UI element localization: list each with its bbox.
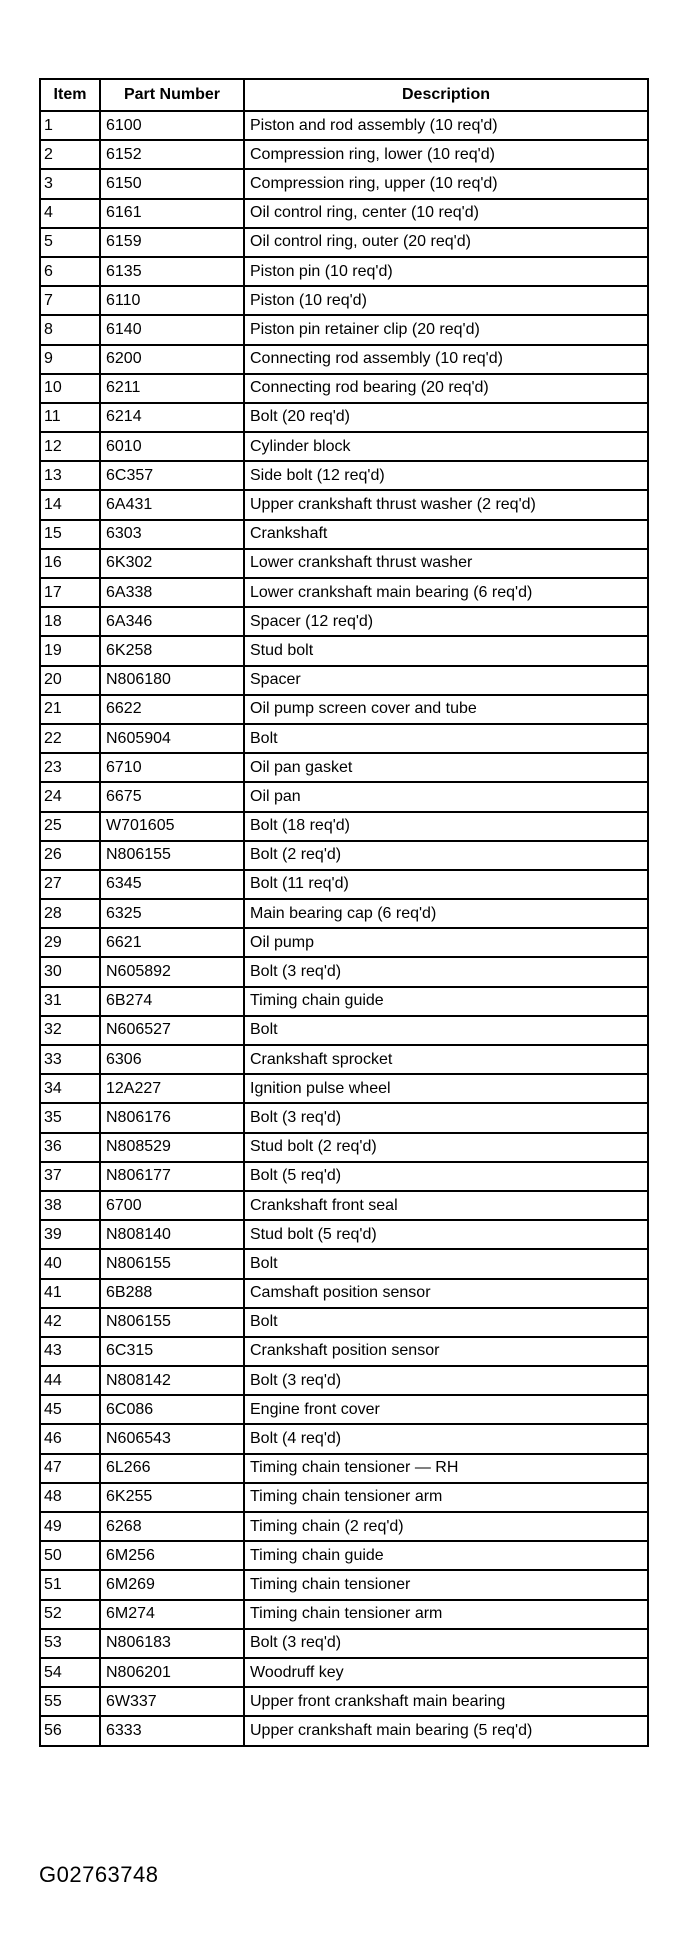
item-number-cell: 10 — [40, 374, 100, 403]
part-number-cell: 6M269 — [100, 1570, 244, 1599]
column-header-item: Item — [40, 79, 100, 111]
part-number-cell: N806176 — [100, 1103, 244, 1132]
description-cell: Piston and rod assembly (10 req'd) — [244, 111, 648, 140]
table-row — [40, 1570, 648, 1599]
table-row — [40, 403, 648, 432]
item-number-cell: 43 — [40, 1337, 100, 1366]
description-cell: Timing chain tensioner arm — [244, 1600, 648, 1629]
part-number-cell: 6710 — [100, 753, 244, 782]
description-cell: Ignition pulse wheel — [244, 1074, 648, 1103]
table-row — [40, 578, 648, 607]
description-cell: Crankshaft sprocket — [244, 1045, 648, 1074]
description-cell: Spacer (12 req'd) — [244, 607, 648, 636]
item-number-cell: 42 — [40, 1308, 100, 1337]
part-number-cell: 6C357 — [100, 461, 244, 490]
part-number-cell: 6010 — [100, 432, 244, 461]
part-number-cell: 6A431 — [100, 490, 244, 519]
part-number-cell: 6C086 — [100, 1395, 244, 1424]
table-header-row — [40, 79, 648, 111]
table-row — [40, 987, 648, 1016]
description-cell: Connecting rod bearing (20 req'd) — [244, 374, 648, 403]
item-number-cell: 55 — [40, 1687, 100, 1716]
part-number-cell: 6K255 — [100, 1483, 244, 1512]
description-cell: Oil control ring, outer (20 req'd) — [244, 228, 648, 257]
table-row — [40, 695, 648, 724]
description-cell: Timing chain tensioner — RH — [244, 1454, 648, 1483]
part-number-cell: 6C315 — [100, 1337, 244, 1366]
part-number-cell: 6268 — [100, 1512, 244, 1541]
item-number-cell: 27 — [40, 870, 100, 899]
table-row — [40, 957, 648, 986]
item-number-cell: 26 — [40, 841, 100, 870]
table-row — [40, 870, 648, 899]
table-row — [40, 1454, 648, 1483]
table-row — [40, 286, 648, 315]
part-number-cell: 6161 — [100, 199, 244, 228]
part-number-cell: N806201 — [100, 1658, 244, 1687]
table-row — [40, 345, 648, 374]
part-number-cell: N606527 — [100, 1016, 244, 1045]
description-cell: Timing chain guide — [244, 987, 648, 1016]
description-cell: Spacer — [244, 666, 648, 695]
item-number-cell: 17 — [40, 578, 100, 607]
part-number-cell: 6110 — [100, 286, 244, 315]
description-cell: Lower crankshaft main bearing (6 req'd) — [244, 578, 648, 607]
description-cell: Bolt (3 req'd) — [244, 1103, 648, 1132]
description-cell: Upper crankshaft thrust washer (2 req'd) — [244, 490, 648, 519]
item-number-cell: 54 — [40, 1658, 100, 1687]
part-number-cell: 6306 — [100, 1045, 244, 1074]
item-number-cell: 18 — [40, 607, 100, 636]
description-cell: Bolt (20 req'd) — [244, 403, 648, 432]
table-row — [40, 1541, 648, 1570]
part-number-cell: 6A338 — [100, 578, 244, 607]
table-row — [40, 520, 648, 549]
table-row — [40, 1600, 648, 1629]
table-row — [40, 461, 648, 490]
part-number-cell: 6333 — [100, 1716, 244, 1745]
table-row — [40, 724, 648, 753]
item-number-cell: 22 — [40, 724, 100, 753]
item-number-cell: 24 — [40, 782, 100, 811]
item-number-cell: 23 — [40, 753, 100, 782]
description-cell: Bolt (3 req'd) — [244, 1629, 648, 1658]
table-row — [40, 607, 648, 636]
part-number-cell: N806155 — [100, 1308, 244, 1337]
column-header-description: Description — [244, 79, 648, 111]
description-cell: Oil pump screen cover and tube — [244, 695, 648, 724]
description-cell: Bolt (18 req'd) — [244, 812, 648, 841]
item-number-cell: 2 — [40, 140, 100, 169]
item-number-cell: 30 — [40, 957, 100, 986]
table-row — [40, 899, 648, 928]
table-row — [40, 169, 648, 198]
item-number-cell: 16 — [40, 549, 100, 578]
item-number-cell: 19 — [40, 636, 100, 665]
item-number-cell: 29 — [40, 928, 100, 957]
item-number-cell: 13 — [40, 461, 100, 490]
part-number-cell: N806177 — [100, 1162, 244, 1191]
table-row — [40, 1512, 648, 1541]
table-row — [40, 1133, 648, 1162]
description-cell: Stud bolt (2 req'd) — [244, 1133, 648, 1162]
item-number-cell: 9 — [40, 345, 100, 374]
table-row — [40, 1279, 648, 1308]
part-number-cell: 6M256 — [100, 1541, 244, 1570]
part-number-cell: 6200 — [100, 345, 244, 374]
table-row — [40, 199, 648, 228]
part-number-cell: N806155 — [100, 841, 244, 870]
item-number-cell: 33 — [40, 1045, 100, 1074]
description-cell: Connecting rod assembly (10 req'd) — [244, 345, 648, 374]
item-number-cell: 15 — [40, 520, 100, 549]
part-number-cell: 6214 — [100, 403, 244, 432]
description-cell: Compression ring, lower (10 req'd) — [244, 140, 648, 169]
description-cell: Bolt (2 req'd) — [244, 841, 648, 870]
table-row — [40, 228, 648, 257]
part-number-cell: 6140 — [100, 315, 244, 344]
table-row — [40, 1045, 648, 1074]
item-number-cell: 37 — [40, 1162, 100, 1191]
description-cell: Main bearing cap (6 req'd) — [244, 899, 648, 928]
description-cell: Bolt — [244, 1308, 648, 1337]
item-number-cell: 49 — [40, 1512, 100, 1541]
item-number-cell: 51 — [40, 1570, 100, 1599]
table-row — [40, 432, 648, 461]
table-row — [40, 1074, 648, 1103]
description-cell: Oil pan gasket — [244, 753, 648, 782]
item-number-cell: 1 — [40, 111, 100, 140]
item-number-cell: 50 — [40, 1541, 100, 1570]
table-row — [40, 1220, 648, 1249]
part-number-cell: 6622 — [100, 695, 244, 724]
description-cell: Piston (10 req'd) — [244, 286, 648, 315]
table-row — [40, 315, 648, 344]
table-row — [40, 1366, 648, 1395]
description-cell: Upper front crankshaft main bearing — [244, 1687, 648, 1716]
description-cell: Bolt (11 req'd) — [244, 870, 648, 899]
table-row — [40, 928, 648, 957]
parts-table — [39, 78, 649, 1747]
table-row — [40, 1016, 648, 1045]
table-row — [40, 490, 648, 519]
item-number-cell: 4 — [40, 199, 100, 228]
description-cell: Bolt (5 req'd) — [244, 1162, 648, 1191]
item-number-cell: 56 — [40, 1716, 100, 1745]
description-cell: Stud bolt — [244, 636, 648, 665]
description-cell: Upper crankshaft main bearing (5 req'd) — [244, 1716, 648, 1745]
part-number-cell: 6W337 — [100, 1687, 244, 1716]
part-number-cell: N808140 — [100, 1220, 244, 1249]
description-cell: Timing chain (2 req'd) — [244, 1512, 648, 1541]
table-row — [40, 1103, 648, 1132]
part-number-cell: 6152 — [100, 140, 244, 169]
description-cell: Timing chain tensioner — [244, 1570, 648, 1599]
item-number-cell: 7 — [40, 286, 100, 315]
description-cell: Oil control ring, center (10 req'd) — [244, 199, 648, 228]
item-number-cell: 11 — [40, 403, 100, 432]
item-number-cell: 5 — [40, 228, 100, 257]
item-number-cell: 38 — [40, 1191, 100, 1220]
part-number-cell: N806183 — [100, 1629, 244, 1658]
part-number-cell: 6345 — [100, 870, 244, 899]
table-row — [40, 140, 648, 169]
part-number-cell: N808142 — [100, 1366, 244, 1395]
part-number-cell: 6325 — [100, 899, 244, 928]
table-row — [40, 1483, 648, 1512]
figure-id: G02763748 — [39, 1862, 159, 1887]
part-number-cell: N808529 — [100, 1133, 244, 1162]
table-row — [40, 1687, 648, 1716]
item-number-cell: 52 — [40, 1600, 100, 1629]
table-row — [40, 636, 648, 665]
item-number-cell: 28 — [40, 899, 100, 928]
description-cell: Piston pin (10 req'd) — [244, 257, 648, 286]
table-row — [40, 1191, 648, 1220]
table-row — [40, 1395, 648, 1424]
part-number-cell: 6303 — [100, 520, 244, 549]
table-row — [40, 1162, 648, 1191]
description-cell: Crankshaft front seal — [244, 1191, 648, 1220]
description-cell: Compression ring, upper (10 req'd) — [244, 169, 648, 198]
table-row — [40, 374, 648, 403]
part-number-cell: 6K302 — [100, 549, 244, 578]
description-cell: Bolt (4 req'd) — [244, 1424, 648, 1453]
table-row — [40, 1629, 648, 1658]
item-number-cell: 45 — [40, 1395, 100, 1424]
description-cell: Crankshaft — [244, 520, 648, 549]
item-number-cell: 8 — [40, 315, 100, 344]
part-number-cell: 6B288 — [100, 1279, 244, 1308]
description-cell: Oil pan — [244, 782, 648, 811]
item-number-cell: 21 — [40, 695, 100, 724]
table-row — [40, 666, 648, 695]
part-number-cell: 6159 — [100, 228, 244, 257]
description-cell: Bolt (3 req'd) — [244, 957, 648, 986]
description-cell: Timing chain tensioner arm — [244, 1483, 648, 1512]
part-number-cell: W701605 — [100, 812, 244, 841]
item-number-cell: 31 — [40, 987, 100, 1016]
part-number-cell: 6211 — [100, 374, 244, 403]
table-row — [40, 1308, 648, 1337]
parts-table-body — [40, 111, 648, 1746]
part-number-cell: 6K258 — [100, 636, 244, 665]
part-number-cell: 6100 — [100, 111, 244, 140]
part-number-cell: N605892 — [100, 957, 244, 986]
part-number-cell: 6675 — [100, 782, 244, 811]
item-number-cell: 46 — [40, 1424, 100, 1453]
description-cell: Oil pump — [244, 928, 648, 957]
part-number-cell: N606543 — [100, 1424, 244, 1453]
table-row — [40, 1424, 648, 1453]
part-number-cell: 6B274 — [100, 987, 244, 1016]
item-number-cell: 3 — [40, 169, 100, 198]
table-row — [40, 841, 648, 870]
item-number-cell: 36 — [40, 1133, 100, 1162]
description-cell: Woodruff key — [244, 1658, 648, 1687]
table-row — [40, 782, 648, 811]
item-number-cell: 41 — [40, 1279, 100, 1308]
description-cell: Lower crankshaft thrust washer — [244, 549, 648, 578]
item-number-cell: 32 — [40, 1016, 100, 1045]
part-number-cell: 6M274 — [100, 1600, 244, 1629]
table-row — [40, 1716, 648, 1745]
table-row — [40, 549, 648, 578]
table-row — [40, 1249, 648, 1278]
table-row — [40, 257, 648, 286]
part-number-cell: 6135 — [100, 257, 244, 286]
part-number-cell: 6L266 — [100, 1454, 244, 1483]
table-row — [40, 753, 648, 782]
description-cell: Bolt (3 req'd) — [244, 1366, 648, 1395]
table-row — [40, 1658, 648, 1687]
item-number-cell: 25 — [40, 812, 100, 841]
item-number-cell: 35 — [40, 1103, 100, 1132]
item-number-cell: 14 — [40, 490, 100, 519]
part-number-cell: 12A227 — [100, 1074, 244, 1103]
item-number-cell: 53 — [40, 1629, 100, 1658]
description-cell: Piston pin retainer clip (20 req'd) — [244, 315, 648, 344]
description-cell: Timing chain guide — [244, 1541, 648, 1570]
item-number-cell: 47 — [40, 1454, 100, 1483]
item-number-cell: 40 — [40, 1249, 100, 1278]
description-cell: Cylinder block — [244, 432, 648, 461]
part-number-cell: 6700 — [100, 1191, 244, 1220]
description-cell: Stud bolt (5 req'd) — [244, 1220, 648, 1249]
description-cell: Camshaft position sensor — [244, 1279, 648, 1308]
item-number-cell: 6 — [40, 257, 100, 286]
part-number-cell: 6150 — [100, 169, 244, 198]
item-number-cell: 48 — [40, 1483, 100, 1512]
description-cell: Bolt — [244, 1016, 648, 1045]
description-cell: Crankshaft position sensor — [244, 1337, 648, 1366]
description-cell: Bolt — [244, 724, 648, 753]
item-number-cell: 34 — [40, 1074, 100, 1103]
part-number-cell: N605904 — [100, 724, 244, 753]
column-header-part-number: Part Number — [100, 79, 244, 111]
item-number-cell: 39 — [40, 1220, 100, 1249]
description-cell: Side bolt (12 req'd) — [244, 461, 648, 490]
part-number-cell: 6A346 — [100, 607, 244, 636]
description-cell: Bolt — [244, 1249, 648, 1278]
item-number-cell: 44 — [40, 1366, 100, 1395]
table-row — [40, 1337, 648, 1366]
table-row — [40, 812, 648, 841]
part-number-cell: N806180 — [100, 666, 244, 695]
part-number-cell: 6621 — [100, 928, 244, 957]
table-row — [40, 111, 648, 140]
part-number-cell: N806155 — [100, 1249, 244, 1278]
item-number-cell: 20 — [40, 666, 100, 695]
item-number-cell: 12 — [40, 432, 100, 461]
description-cell: Engine front cover — [244, 1395, 648, 1424]
